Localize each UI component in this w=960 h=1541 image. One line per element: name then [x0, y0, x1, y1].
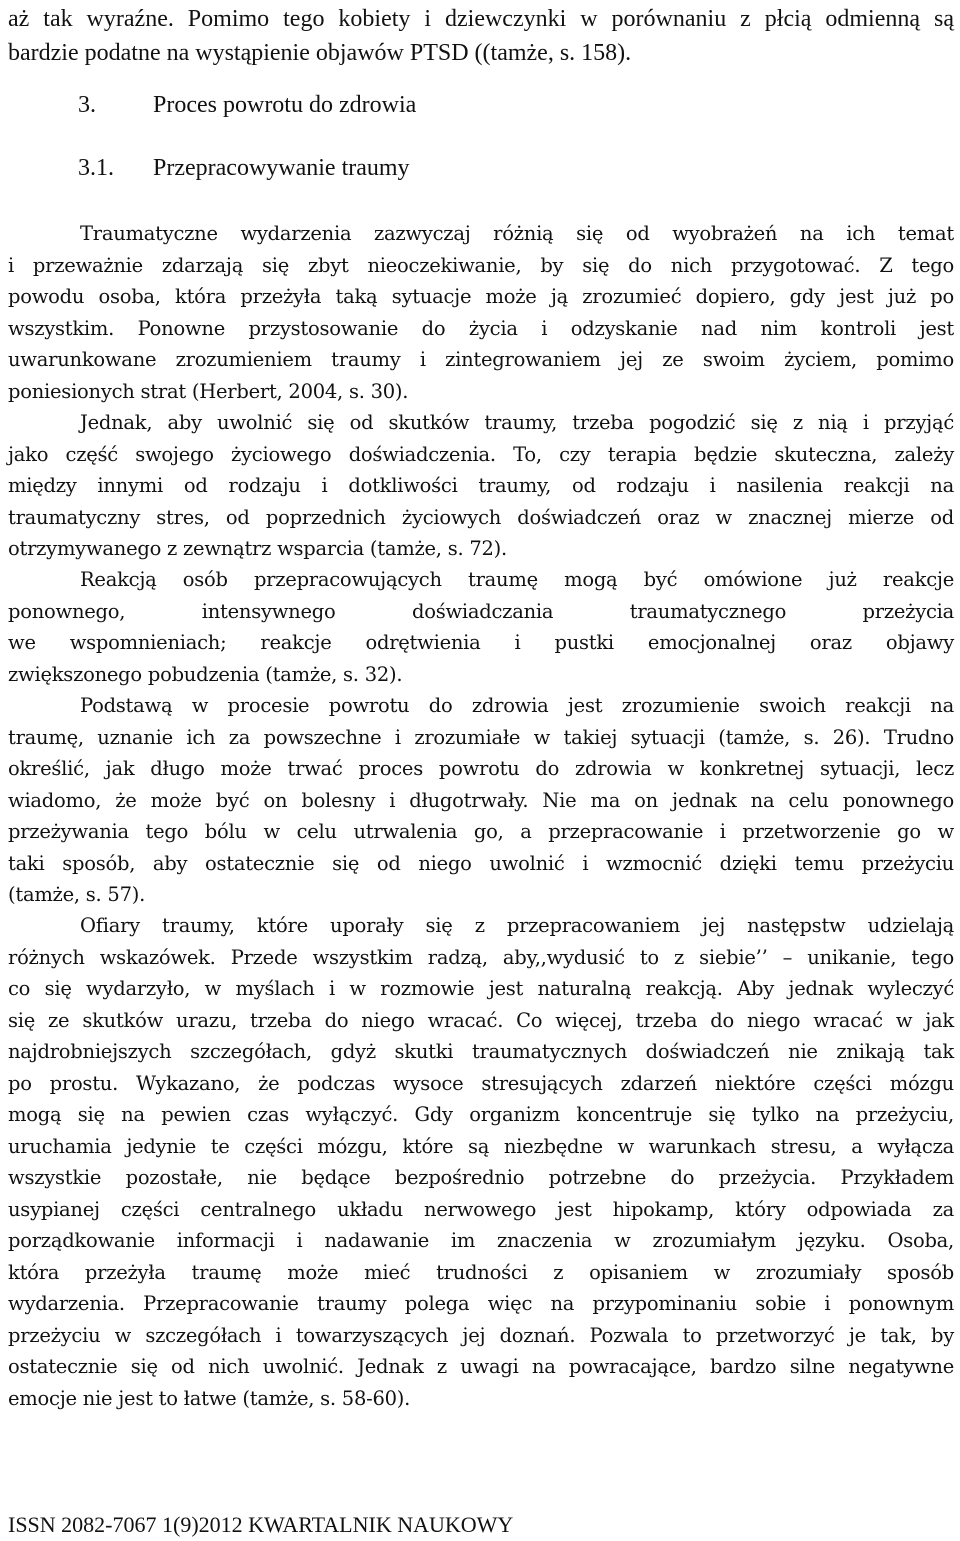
journal-footer: ISSN 2082-7067 1(9)2012 KWARTALNIK NAUKOWY	[8, 1512, 514, 1537]
text-line: jako część swojego życiowego doświadczenia. To, czy terapia będzie skuteczna, zależy	[8, 442, 954, 466]
text-line: co się wydarzyło, w myślach i w rozmowie jest naturalną reakcją. Aby jednak wyleczyć	[8, 977, 954, 1000]
body-paragraph	[8, 564, 954, 690]
text-line: wydarzenia. Przepracowanie traumy polega więc na przypominaniu sobie i ponownym	[8, 1292, 954, 1315]
body-paragraph	[8, 910, 954, 1414]
text-line: i przeważnie zdarzają się zbyt nieoczekiwanie, by się do nich przygotować. Z tego	[8, 253, 954, 277]
text-line: określić, jak długo może trwać proces powrotu do zdrowia w konkretnej sytuacji, lecz	[8, 757, 954, 780]
text-line: powodu osoba, która przeżyła taką sytuacje może ją zrozumieć dopiero, gdy jest już po	[8, 285, 954, 308]
section-title: Proces powrotu do zdrowia	[153, 92, 417, 118]
text-line: porządkowanie informacji i nadawanie im znaczenia w zrozumiałym języku. Osoba,	[8, 1229, 954, 1252]
text-line: która przeżyła traumę może mieć trudności z opisaniem w zrozumiały sposób	[8, 1260, 954, 1284]
text-line: różnych wskazówek. Przede wszystkim radzą, aby,,wydusić to z siebie’’ – unikanie, tego	[8, 945, 954, 969]
intro-paragraph	[8, 2, 954, 70]
text-line: usypianej części centralnego układu nerwowego jest hipokamp, który odpowiada za	[8, 1197, 954, 1221]
text-line: (tamże, s. 57).	[8, 883, 146, 906]
text-line: bardzie podatne na wystąpienie objawów PTSD ((tamże, s. 158).	[8, 40, 632, 66]
text-line: Reakcją osób przepracowujących traumę mogą być omówione już reakcje	[80, 568, 954, 591]
body-paragraph	[8, 690, 954, 911]
text-line: we wspomnieniach; reakcje odrętwienia i pustki emocjonalnej oraz objawy	[8, 631, 954, 654]
text-line: przeżywania tego bólu w celu utrwalenia go, a przepracowanie i przetworzenie go w	[8, 820, 954, 843]
body-paragraph	[8, 218, 954, 407]
text-line: Jednak, aby uwolnić się od skutków traumy, trzeba pogodzić się z nią i przyjąć	[80, 411, 954, 434]
text-line: uruchamia jedynie te części mózgu, które są niezbędne w warunkach stresu, a wyłącza	[8, 1134, 954, 1158]
text-line: się ze skutków urazu, trzeba do niego wracać. Co więcej, trzeba do niego wracać w jak	[8, 1008, 954, 1032]
text-line: najdrobniejszych szczegółach, gdyż skutki traumatycznych doświadczeń nie znikają tak	[8, 1040, 954, 1063]
text-line: otrzymywanego z zewnątrz wsparcia (tamże, s. 72).	[8, 537, 507, 560]
text-line: ponownego, intensywnego doświadczania traumatycznego przeżycia	[8, 599, 954, 623]
text-line: taki sposób, aby ostatecznie się od niego uwolnić i wzmocnić dzięki temu przeżyciu	[8, 851, 954, 875]
subsection-number: 3.1.	[78, 155, 114, 181]
text-line: po prostu. Wykazano, że podczas wysoce stresujących zdarzeń niektóre części mózgu	[8, 1071, 954, 1095]
text-line: wszystkie pozostałe, nie będące bezpośrednio potrzebne do przeżycia. Przykładem	[8, 1166, 954, 1189]
text-line: uwarunkowane zrozumieniem traumy i zintegrowaniem jej ze swoim życiem, pomimo	[8, 348, 954, 371]
text-line: aż tak wyraźne. Pomimo tego kobiety i dziewczynki w porównaniu z płcią odmienną są	[8, 6, 954, 32]
text-line: Ofiary traumy, które uporały się z przepracowaniem jej następstw udzielają	[80, 914, 954, 937]
text-line: traumę, uznanie ich za powszechne i zrozumiałe w takiej sytuacji (tamże, s. 26). Trudno	[8, 725, 954, 749]
text-line: emocje nie jest to łatwe (tamże, s. 58-60).	[8, 1386, 411, 1410]
body-paragraph	[8, 407, 954, 565]
text-line: wiadomo, że może być on bolesny i długotrwały. Nie ma on jednak na celu ponownego	[8, 788, 954, 812]
text-line: mogą się na pewien czas wyłączyć. Gdy organizm koncentruje się tylko na przeżyciu,	[8, 1103, 954, 1126]
text-line: Traumatyczne wydarzenia zazwyczaj różnią się od wyobrażeń na ich temat	[80, 222, 954, 245]
text-line: między innymi od rodzaju i dotkliwości traumy, od rodzaju i nasilenia reakcji na	[8, 474, 954, 497]
section-number: 3.	[78, 92, 96, 118]
text-line: ostatecznie się od nich uwolnić. Jednak z uwagi na powracające, bardzo silne negatywne	[8, 1355, 954, 1378]
text-line: Podstawą w procesie powrotu do zdrowia jest zrozumienie swoich reakcji na	[80, 694, 954, 717]
text-line: zwiększonego pobudzenia (tamże, s. 32).	[8, 662, 403, 686]
subsection-title: Przepracowywanie traumy	[153, 155, 410, 181]
text-line: przeżyciu w szczegółach i towarzyszących jej doznań. Pozwala to przetworzyć je tak, by	[8, 1323, 954, 1347]
text-line: poniesionych strat (Herbert, 2004, s. 30).	[8, 379, 409, 403]
text-line: traumatyczny stres, od poprzednich życiowych doświadczeń oraz w znacznej mierze od	[8, 505, 954, 529]
text-line: wszystkim. Ponowne przystosowanie do życia i odzyskanie nad nim kontroli jest	[8, 316, 954, 340]
